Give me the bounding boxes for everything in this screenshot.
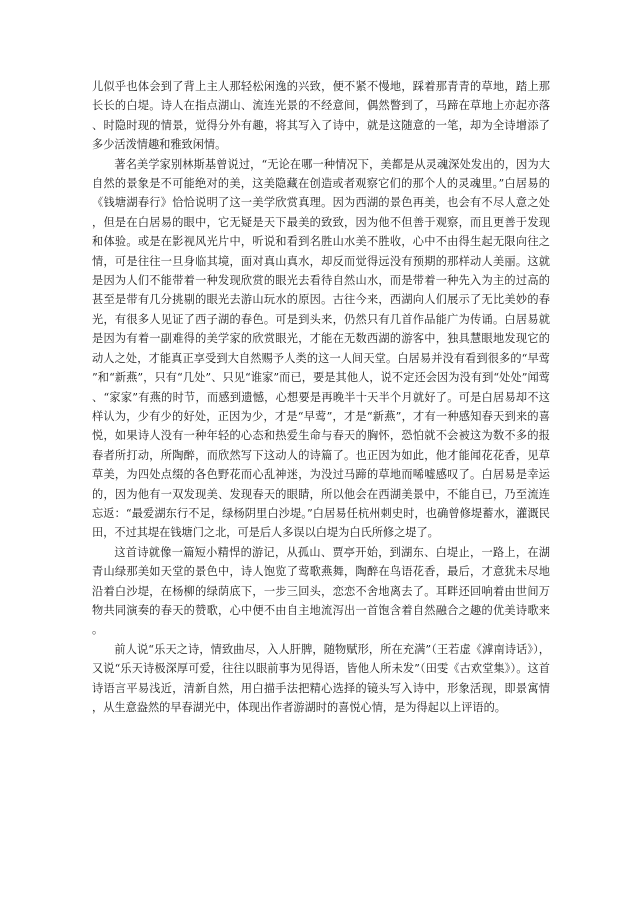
paragraph-1: 儿似乎也体会到了背上主人那轻松闲逸的兴致，便不紧不慢地，踩着那青青的草地，踏上那长长的白堤。诗人在指点湖山、流连光景的不经意间，偶然瞥到了，马蹄在草地上亦起亦落、时隐时现的情景，觉得分外有趣，将其写入了诗中，就是这随意的一笔，却为全诗增添了多少活泼情趣和雅致闲情。 [92, 80, 550, 152]
paragraph-2: 著名美学家别林斯基曾说过，“无论在哪一种情况下，美都是从灵魂深处发出的，因为大自然的景象是不可能绝对的美，这美隐藏在创造或者观察它们的那个人的灵魂里。”白居易的《钱塘湖春行》恰恰说明了这一美学欣赏真理。因为西湖的景色再美，也会有不尽人意之处，但是在白居易的眼中，它无疑是天下最美的致致，因为他不但善于观察，而且更善于发现和体验。或是在影视风光片中，听说和看到名胜山水美不胜收，心中不由得生起无限向往之情，可是往往一旦身临其境，面对真山真水，却反而觉得远没有预期的那样动人美丽。这就是因为人们不能带着一种发现欣赏的眼光去看待自然山水，而是带着一种先入为主的过高的甚至是带有几分挑剔的眼光去游山玩水的原因。古往今来，西湖向人们展示了无比美妙的春光，有很多人见证了西子湖的春色。可是到头来，仍然只有几首作品能广为传诵。白居易就是因为有着一副难得的美学家的欣赏眼光，才能在无数西湖的游客中，独具慧眼地发现它的动人之处，才能真正享受到大自然赐予人类的这一人间天堂。白居易并没有看到很多的“早莺”和“新燕”，只有“几处”、只见“谁家”而已，要是其他人，说不定还会因为没有到“处处”闻莺、“家家”有燕的时节，而感到遗憾，心想要是再晚半十天半个月就好了。可是白居易却不这样认为，少有少的好处，正因为少，才是“早莺”，才是“新燕”，才有一种感知春天到来的喜悦，如果诗人没有一种年轻的心态和热爱生命与春天的胸怀，恐怕就不会被这为数不多的报春者所打动，所陶醉，而欣然写下这动人的诗篇了。也正因为如此，他才能闻花花香，见草草美，为四处点缀的各色野花而心乱神迷，为没过马蹄的草地而唏嘘感叹了。白居易是幸运的，因为他有一双发现美、发现春天的眼睛，所以他会在西湖美景中，不能自已，乃至流连忘返：“最爱湖东行不足，绿杨阴里白沙堤。”白居易任杭州刺史时，也确曾修堤蓄水，灌溉民田，不过其堤在钱塘门之北，可是后人多误以白堤为白氏所修之堤了。 [92, 157, 550, 540]
paragraph-3: 这首诗就像一篇短小精悍的游记，从孤山、贾亭开始，到湖东、白堤止，一路上，在湖青山绿那美如天堂的景色中，诗人饱览了莺歌燕舞，陶醉在鸟语花香，最后，才意犹未尽地沿着白沙堤，在杨柳的绿荫底下，一步三回头，恋恋不舍地离去了。耳畔还回响着由世间万物共同演奏的春天的赞歌，心中便不由自主地流泻出一首饱含着自然融合之趣的优美诗歌来。 [92, 545, 550, 637]
paragraph-4: 前人说“乐天之诗，情致曲尽，入人肝脾，随物赋形，所在充满”（王若虚《滹南诗话》），又说“乐天诗极深厚可爱，往往以眼前事为见得语，皆他人所未发”（田雯《古欢堂集》）。这首诗语言平易浅近，清新自然，用白描手法把精心选择的镜头写入诗中，形象活现，即景寓情，从生意盎然的早春湖光中，体现出作者游湖时的喜悦心情，是为得起以上评语的。 [92, 642, 550, 714]
article-body [92, 77, 550, 717]
